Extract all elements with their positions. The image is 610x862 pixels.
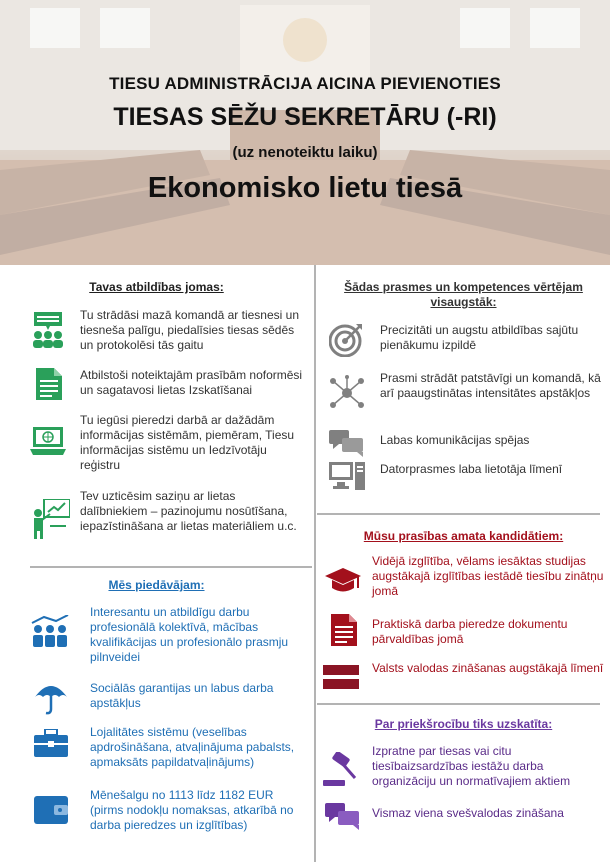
header-position-title: TIESAS SĒŽU SEKRETĀRU (-RI) [113,103,497,131]
chat-bubbles-icon [329,430,363,458]
list-item [317,803,610,833]
list-item [317,661,610,701]
advantage-text: Izpratne par tiesas vai citu tiesībaizsardzības iestāžu darba organizāciju un normatīvajiem aktiem [372,744,571,788]
list-item [317,323,610,363]
briefcase-icon [34,729,68,759]
document-icon [36,368,62,400]
list-item [0,368,313,408]
target-icon [329,323,363,357]
list-item [317,744,610,796]
wallet-icon [34,796,68,824]
team-meeting-icon [30,312,66,348]
list-item [0,788,313,843]
section-divider [30,566,312,568]
network-icon [329,375,365,411]
list-item [317,430,610,460]
skill-text: Prasmi strādāt patstāvīgi un komandā, kā arī paaugstinātas intensitātes apstākļos [380,371,601,400]
document-icon [331,614,357,646]
offer-text: Lojalitātes sistēmu (veselības apdrošināšana, atvaļinājuma pabalsts, apmaksāts papildatvaļinājums) [90,725,295,769]
chat-bubbles-icon [325,803,359,831]
list-item [317,554,610,606]
advantage-text: Vismaz viena svešvalodas zināšana [372,806,564,820]
list-item [0,605,313,669]
skill-text: Datorprasmes laba lietotāja līmenī [380,462,563,476]
list-item [0,489,313,553]
computer-globe-icon [30,427,66,457]
responsibility-text: Tu strādāsi mazā komandā ar tiesnesi un tiesneša palīgu, piedalīsies tiesas sēdēs un protokolēsi tās gaitu [80,308,299,352]
responsibility-text: Atbilstoši noteiktajām prasībām noformēsi un sagatavosi lietas Izskatīšanai [80,368,303,397]
list-item [0,413,313,475]
list-item [317,462,610,492]
responsibility-text: Tev uzticēsim saziņu ar lietas dalībniekiem – pazinojumu nosūtīšana, iepazīstināšana ar lietas materiāliem u.c. [80,489,297,533]
responsibilities-heading: Tavas atbildības jomas: [89,280,224,294]
list-item [0,681,313,721]
umbrella-icon [34,681,68,715]
header-court-name: Ekonomisko lietu tiesā [147,172,463,204]
team-growth-icon [30,615,70,651]
list-item [317,371,610,423]
column-divider [314,265,316,862]
latvian-flag-icon [323,665,359,689]
requirement-text: Praktiskā darba pieredze dokumentu pārvaldības jomā [372,617,568,646]
header-term: (uz nenoteiktu laiku) [232,144,378,161]
list-item [317,614,610,654]
skills-heading: Šādas prasmes un kompetences vērtējam visaugstāk: [344,280,583,309]
graduation-cap-icon [325,568,361,594]
skill-text: Labas komunikācijas spējas [380,433,530,447]
hero-banner [0,0,610,265]
requirements-heading: Mūsu prasības amata kandidātiem: [363,529,564,543]
list-item [0,308,313,358]
offer-text: Interesantu un atbildīgu darbu profesionālā kolektīvā, mācības kvalifikācijas un profesionālo prasmju pilnveidei [90,605,289,664]
offer-text: Sociālās garantijas un labus darba apstākļus [90,681,274,710]
skill-text: Precizitāti un augstu atbildības sajūtu pienākumu izpildē [380,323,579,352]
list-item [0,725,313,775]
responsibility-text: Tu iegūsi pieredzi darbā ar dažādām informācijas sistēmām, piemēram, Tiesu informācijas sistēmu un Iedzīvotāju reģistru [80,413,295,472]
offer-text: Mēnešalgu no 1113 līdz 1182 EUR (pirms nodokļu nomaksas, atkarībā no darba pieredzes un izglītības) [90,788,294,832]
gavel-icon [323,752,359,788]
section-divider [317,703,600,705]
advantages-heading: Par priekšrocību tiks uzskatīta: [374,717,553,731]
requirement-text: Valsts valodas zināšanas augstākajā līmenī [372,661,604,675]
requirement-text: Vidējā izglītība, vēlams iesāktas studijas augstākajā izglītības iestādē tiesību zinātņu jomā [372,554,604,598]
section-divider [317,513,600,515]
offer-heading: Mēs piedāvājam: [108,578,205,592]
desktop-computer-icon [329,462,365,492]
header-line-1: TIESU ADMINISTRĀCIJA AICINA PIEVIENOTIES [109,74,501,93]
presentation-icon [30,499,70,539]
